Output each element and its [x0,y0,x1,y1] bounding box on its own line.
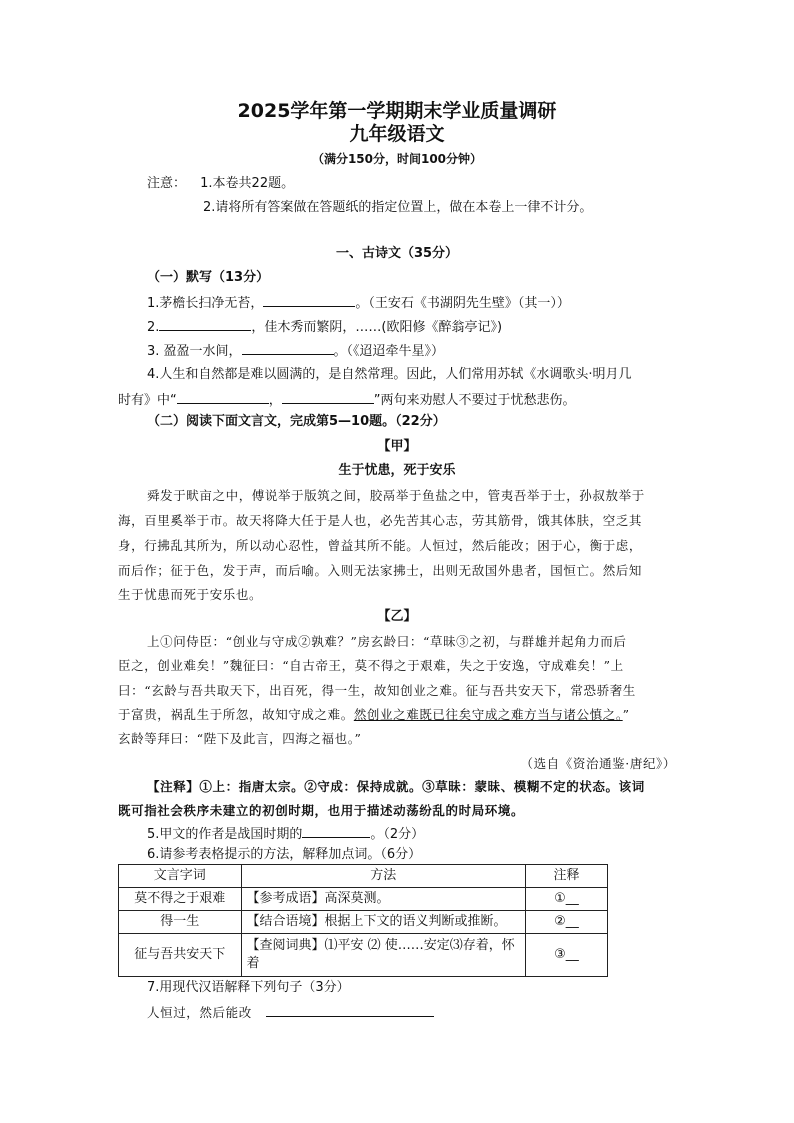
table-cell-word: 莫不得之于艰难 [119,888,242,911]
exam-title: 2025学年第一学期期末学业质量调研 [237,100,557,122]
passage-b-label: 【乙】 [377,609,417,624]
table-cell-method: 【查阅词典】⑴平安 ⑵ 使……安定⑶存着，怀着 [241,934,525,977]
notice-label: 注意： [147,176,187,191]
passage-b-line: 上①问侍臣：“创业与守成②孰难？”房玄龄曰：“草昧③之初，与群雄并起角力而后 [147,634,627,649]
question-2: 2. ，佳木秀而繁阴，……(欧阳修《醉翁亭记》) [147,316,502,338]
question-6: 6.请参考表格提示的方法，解释加点词。（6分） [147,847,422,862]
question-5: 5.甲文的作者是战国时期的 。（2分） [147,823,424,845]
notes-line: 既可指社会秩序未建立的初创时期，也用于描述动荡纷乱的时局环境。 [118,803,525,818]
method-table [118,864,608,977]
table-cell-method: 【参考成语】高深莫测。 [241,888,525,911]
table-cell-word: 得一生 [119,911,242,934]
section-title: 一、古诗文（35分） [335,246,459,261]
part2-title: （二）阅读下面文言文，完成第5—10题。（22分） [147,414,446,429]
answer-blank [242,340,334,355]
passage-b-line: 曰：“玄龄与吾共取天下，出百死，得一生，故知创业之难。征与吾共安天下，常恐骄奢生 [118,683,636,698]
table-header-row [119,865,608,888]
table-cell-note: ②__ [525,911,607,934]
exam-info: （满分150分，时间100分钟） [311,152,483,166]
notice [147,174,294,194]
underlined-sentence: 然创业之难既已往矣守成之难方当与诸公慎之。 [353,707,623,722]
passage-b-line: 臣之，创业难矣！”魏征曰：“自古帝王，莫不得之于艰难，失之于安逸，守成难矣！”上 [118,658,624,673]
notice-item-1: 1.本卷共22题。 [200,176,295,191]
answer-blank [302,823,370,838]
part1-title: （一）默写（13分） [147,270,270,285]
passage-a-line: 舜发于畎亩之中，傅说举于版筑之间，胶鬲举于鱼盐之中，管夷吾举于士，孙叔敖举于 [147,488,645,503]
question-1: 1.茅檐长扫净无苔， 。（王安石《书湖阴先生壁》（其一）） [147,292,570,314]
passage-a-title: 生于忧患，死于安乐 [338,463,456,478]
question-7-sentence: 人恒过，然后能改 [147,1002,434,1023]
question-3: 3. 盈盈一水间， 。（《迢迢牵牛星》） [147,340,444,362]
answer-blank [159,316,251,331]
passage-a-line: 身，行拂乱其所为，所以动心忍性，曾益其所不能。人恒过，然后能改；困于心，衡于虑， [118,538,643,553]
table-header: 注释 [525,865,607,888]
answer-blank [266,1002,434,1017]
table-header: 文言字词 [119,865,242,888]
notes-line: 【注释】①上：指唐太宗。②守成：保持成就。③草昧：蒙昧、模糊不定的状态。该词 [147,779,645,794]
question-4-line1: 4.人生和自然都是难以圆满的，是自然常理。因此，人们常用苏轼《水调歌头·明月几 [147,367,632,382]
exam-subject: 九年级语文 [349,123,445,145]
passage-a-label: 【甲】 [377,439,417,454]
passage-a-line: 而后作；征于色，发于声，而后喻。入则无法家拂士，出则无敌国外患者，国恒亡。然后知 [118,563,643,578]
answer-blank [263,292,355,307]
table-cell-word: 征与吾共安天下 [119,934,242,977]
answer-blank [282,389,374,404]
passage-b-line: 于富贵，祸乱生于所忽，故知守成之难。然创业之难既已往矣守成之难方当与诸公慎之。” [118,707,630,722]
table-cell-note: ③__ [525,934,607,977]
answer-blank [177,389,269,404]
passage-b-source: （选自《资治通鉴·唐纪》） [520,756,676,771]
table-row [119,888,608,911]
passage-b-line: 玄龄等拜曰：“陛下及此言，四海之福也。” [118,731,362,746]
table-header: 方法 [241,865,525,888]
passage-a-line: 生于忧患而死于安乐也。 [118,587,263,602]
table-cell-note: ①__ [525,888,607,911]
table-row [119,934,608,977]
question-4-line2: 时有》中“ ， ”两句来劝慰人不要过于忧愁悲伤。 [118,389,576,411]
passage-a-line: 海，百里奚举于市。故天将降大任于是人也，必先苦其心志，劳其筋骨，饿其体肤，空乏其 [118,513,643,528]
notice-item-2: 2.请将所有答案做在答题纸的指定位置上，做在本卷上一律不计分。 [203,200,593,215]
question-7: 7.用现代汉语解释下列句子（3分） [147,980,350,995]
table-cell-method: 【结合语境】根据上下文的语义判断或推断。 [241,911,525,934]
table-row [119,911,608,934]
